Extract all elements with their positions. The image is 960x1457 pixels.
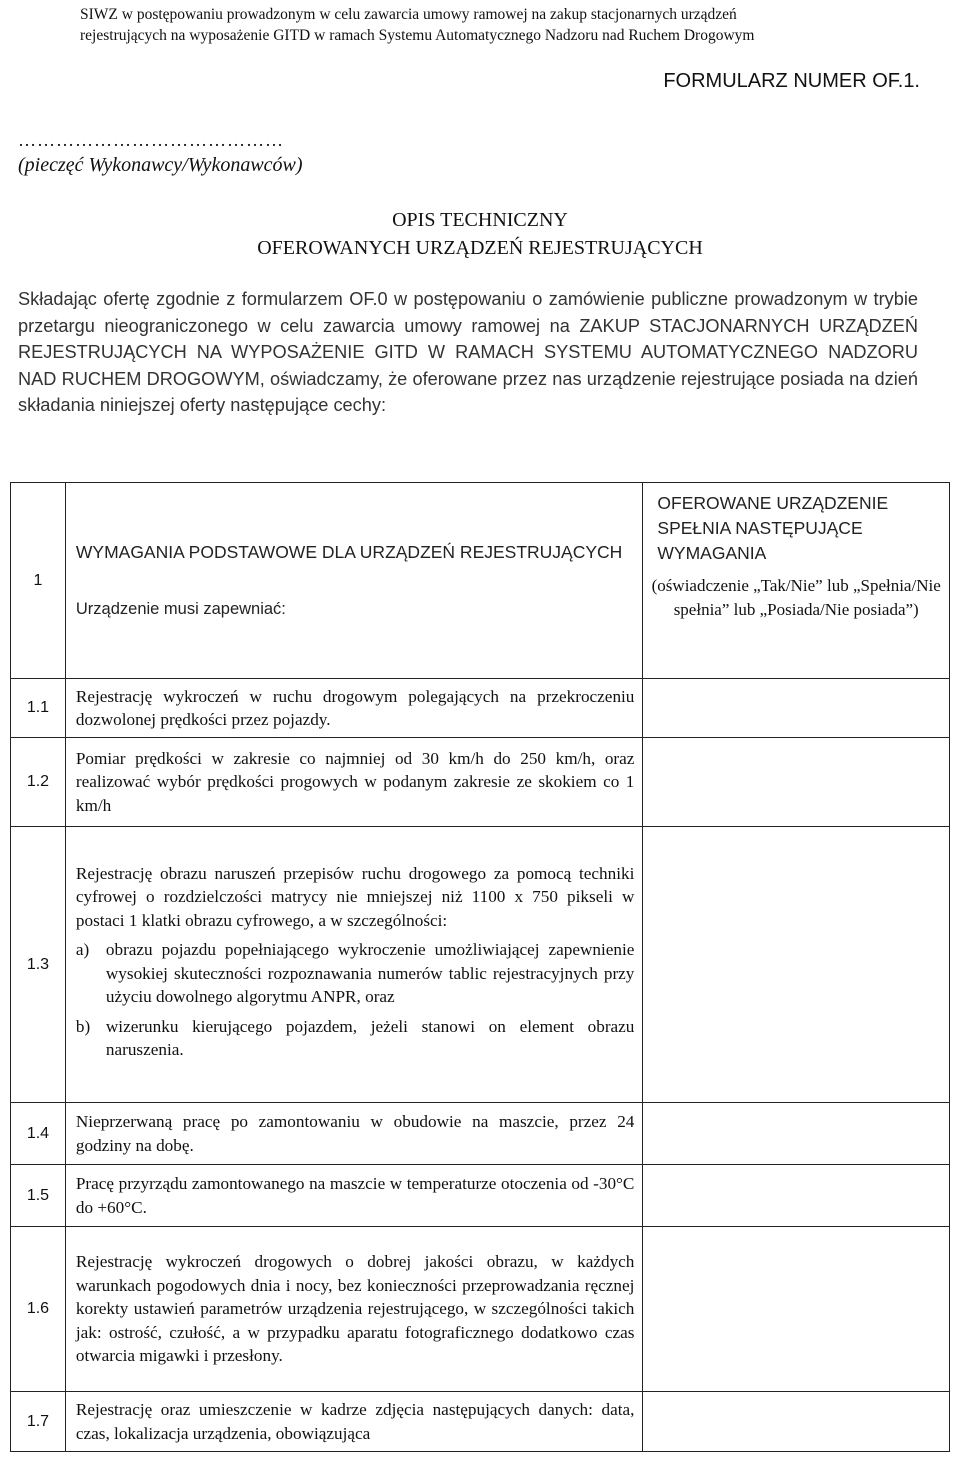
header-requirements-cell — [65, 483, 643, 679]
row-requirement: Pomiar prędkości w zakresie co najmniej od 30 km/h do 250 km/h, oraz realizować wybór prędkości progowych w podanym zakresie ze skokiem co 1 km/h — [65, 738, 643, 827]
requirement-sublist — [76, 938, 635, 1062]
table-row — [11, 679, 950, 738]
row-number: 1.5 — [11, 1165, 66, 1227]
table-row — [11, 827, 950, 1103]
row-answer-field[interactable] — [643, 827, 950, 1103]
row-requirement: Rejestrację oraz umieszczenie w kadrze zdjęcia następujących danych: data, czas, lokalizacja urządzenia, obowiązująca — [65, 1392, 643, 1452]
row-number: 1.4 — [11, 1103, 66, 1165]
row-requirement-cell — [65, 827, 643, 1103]
stamp-label: (pieczęć Wykonawcy/Wykonawców) — [18, 154, 303, 176]
row-answer-field[interactable] — [643, 738, 950, 827]
row-number: 1.1 — [11, 679, 66, 738]
row-requirement: Nieprzerwaną pracę po zamontowaniu w obudowie na maszcie, przez 24 godziny na dobę. — [65, 1103, 643, 1165]
page-title: OPIS TECHNICZNY — [392, 209, 568, 231]
row-requirement: Rejestrację obrazu naruszeń przepisów ruchu drogowego za pomocą techniki cyfrowej o rozdzielczości matrycy nie mniejszej niż 1100 x 750 pikseli w postaci 1 klatki obrazu cyfrowego, a w szczególności: — [75, 863, 635, 930]
list-item-label: b) — [75, 1016, 91, 1036]
row-answer-field[interactable] — [643, 1392, 950, 1452]
table-header-row — [11, 483, 950, 679]
table-row — [11, 1392, 950, 1452]
header-line-1: SIWZ w postępowaniu prowadzonym w celu zawarcia umowy ramowej na zakup stacjonarnych urządzeń — [80, 6, 737, 23]
table-row — [11, 738, 950, 827]
stamp-dots: …………………………………… — [18, 130, 284, 150]
header-answer-cell — [643, 483, 950, 679]
intro-paragraph: Składając ofertę zgodnie z formularzem OF.0 w postępowaniu o zamówienie publiczne prowadzonym w trybie przetargu nieograniczonego w celu zawarcia umowy ramowej na ZAKUP STACJONARNYCH URZĄDZEŃ REJESTRUJĄCYCH NA WYPOSAŻENIE GITD W RAMACH SYSTEMU AUTOMATYCZNEGO NADZORU NAD RUCHEM DROGOWYM, oświadczamy, że oferowane przez nas urządzenie rejestrujące posiada na dzień składania niniejszej oferty następujące cechy: — [18, 289, 918, 415]
list-item-text: obrazu pojazdu popełniającego wykroczenie umożliwiającej zapewnienie wysokiej skuteczności rozpoznawania numerów tablic rejestracyjnych przy użyciu dowolnego algorytmu ANPR, oraz — [105, 940, 635, 1006]
table-row — [11, 1227, 950, 1392]
answer-title: OFEROWANE URZĄDZENIE SPEŁNIA NASTĘPUJĄCE WYMAGANIA — [657, 493, 889, 563]
header-number: 1 — [11, 483, 66, 679]
list-item-label: a) — [75, 940, 90, 959]
form-number: FORMULARZ NUMER OF.1. — [663, 70, 920, 92]
page-subtitle: OFEROWANYCH URZĄDZEŃ REJESTRUJĄCYCH — [257, 237, 703, 259]
table-row — [11, 1103, 950, 1165]
row-answer-field[interactable] — [643, 1227, 950, 1392]
row-number: 1.7 — [11, 1392, 66, 1452]
header-title: WYMAGANIA PODSTAWOWE DLA URZĄDZEŃ REJESTRUJĄCYCH — [75, 541, 623, 562]
document-header — [80, 4, 950, 46]
list-item — [76, 938, 635, 1009]
row-answer-field[interactable] — [643, 1165, 950, 1227]
row-requirement: Rejestrację wykroczeń drogowych o dobrej jakości obrazu, w każdych warunkach pogodowych dnia i nocy, bez konieczności przeprowadzania ręcznej korekty ustawień parametrów urządzenia rejestrującego, w szczególności takich jak: ostrość, czułość, a w przypadku aparatu fotograficznego dodatkowo czas otwarcia migawki i przesłony. — [65, 1227, 643, 1392]
row-number: 1.3 — [11, 827, 66, 1103]
requirements-table — [10, 482, 950, 1452]
table-row — [11, 1165, 950, 1227]
answer-note: (oświadczenie „Tak/Nie” lub „Spełnia/Nie spełnia” lub „Posiada/Nie posiada”) — [651, 576, 941, 619]
row-number: 1.6 — [11, 1227, 66, 1392]
row-answer-field[interactable] — [643, 1103, 950, 1165]
header-subtitle: Urządzenie musi zapewniać: — [75, 599, 286, 618]
row-requirement: Pracę przyrządu zamontowanego na maszcie w temperaturze otoczenia od -30°C do +60°C. — [65, 1165, 643, 1227]
list-item — [76, 1015, 635, 1062]
row-requirement: Rejestrację wykroczeń w ruchu drogowym polegających na przekroczeniu dozwolonej prędkości przez pojazdy. — [65, 679, 643, 738]
row-number: 1.2 — [11, 738, 66, 827]
row-answer-field[interactable] — [643, 679, 950, 738]
header-line-2: rejestrujących na wyposażenie GITD w ramach Systemu Automatycznego Nadzoru nad Ruchem Drogowym — [80, 27, 755, 44]
list-item-text: wizerunku kierującego pojazdem, jeżeli stanowi on element obrazu naruszenia. — [105, 1016, 635, 1059]
